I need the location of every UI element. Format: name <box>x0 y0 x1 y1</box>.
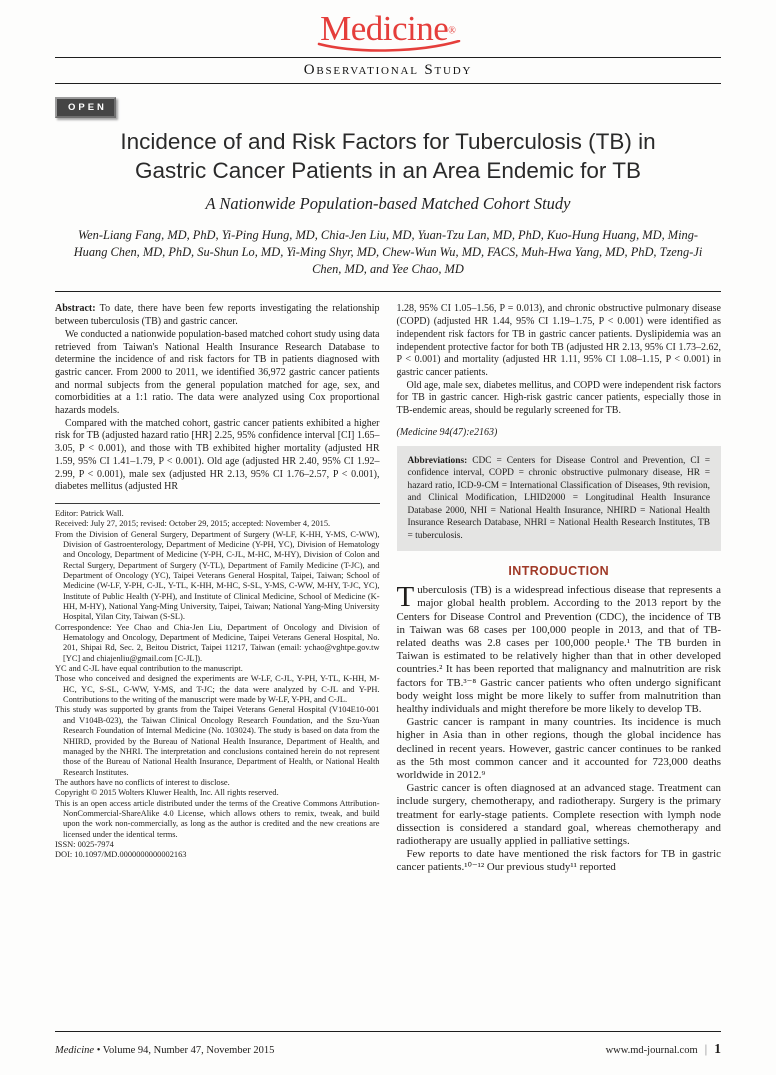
intro-paragraph: Gastric cancer is often diagnosed at an advanced stage. Treatment can include surgery, chemotherapy, and radiotherapy. Surgery is the primary treatment for early-stage patients. Complete resection with lymph node dissection is considered a standard goal, whereas chemotherapy and radiotherapy are usually applied in palliative settings. <box>396 782 721 848</box>
article-title-line1: Incidence of and Risk Factors for Tuberculosis (TB) in <box>120 129 656 154</box>
journal-logo-text: Medicine <box>320 9 449 48</box>
footnote-divider <box>55 503 380 504</box>
footnote-conflicts: The authors have no conflicts of interest to disclose. <box>55 777 230 787</box>
registered-trademark: ® <box>448 25 456 37</box>
footnote-funding: This study was supported by grants from the Taipei Veterans General Hospital (V104E10-001 and V104B-023), the Taiwan Clinical Oncology Research Foundation, and the Szu-Yuan Research Foundation of Internal Medicine (No. 103024). The study is based on data from the NHIRD, provided by the Bureau of National Health Insurance, Department of Health, and managed by the NHRI. The interpretation and conclusions contained herein do not represent those of the Bureau of National Health Insurance, Department of Health, or National Health Research Institutes. <box>55 705 380 777</box>
article-subtitle: A Nationwide Population-based Matched Cohort Study <box>205 194 571 213</box>
abstract-text: To date, there have been few reports investigating the relationship between tuberculosis (TB) and gastric cancer. <box>55 303 380 328</box>
footnote-license: This is an open access article distributed under the terms of the Creative Commons Attribution-NonCommercial-ShareAlike 4.0 License, which allows others to remix, tweak, and build upon the work non-commercially, as long as the author is credited and the new creations are licensed under the identical terms. <box>55 798 380 839</box>
abstract-paragraph: We conducted a nationwide population-based matched cohort study using data retrieved from Taiwan's National Health Insurance Research Database to determine the incidence of and risk factors for TB in patients diagnosed with gastric cancer. From 2000 to 2011, we identified 36,972 gastric cancer patients and normal subjects from the general population matched for age, sex, and comorbidities at a 1:1 ratio. The data were analyzed using Cox proportional hazards models. <box>55 328 380 417</box>
article-body <box>55 303 721 1031</box>
intro-paragraph: Gastric cancer is rampant in many countries. Its incidence is much higher in Asia than in other regions, though the global incidence has declined in recent years. However, gastric cancer continues to be ranked as the 5th most common cancer and it accounted for 723,000 deaths worldwide in 2012.⁹ <box>396 716 721 782</box>
article-title <box>55 128 721 185</box>
footer-issue-info: • Volume 94, Number 47, November 2015 <box>94 1045 275 1056</box>
journal-citation: (Medicine 94(47):e2163) <box>396 426 498 438</box>
footnote-contribution-equal: YC and C-JL have equal contribution to the manuscript. <box>55 664 243 674</box>
author-list: Wen-Liang Fang, MD, PhD, Yi-Ping Hung, MD, Chia-Jen Liu, MD, Yuan-Tzu Lan, MD, PhD, Kuo-Hung Huang, MD, Ming-Huang Chen, MD, PhD, Su-Shun Lo, MD, Yi-Ming Shyr, MD, Chew-Wun Wu, MD, FACS, Muh-Hwa Yang, MD, PhD, Tzeng-Ji Chen, MD, and Yee Chao, MD <box>73 228 703 276</box>
abstract-paragraph <box>55 303 380 328</box>
footer-separator: | <box>704 1041 708 1056</box>
abbreviations-text: CDC = Centers for Disease Control and Prevention, CI = confidence interval, COPD = chronic obstructive pulmonary disease, HR = hazard ratio, ICD-9-CM = International Classification of Diseases, 9th revision, and Clinical Modification, LHID2000 = Longitudinal Health Insurance Database 2000, NHI = National Health Insurance, NHIRD = National Health Insurance Research Database, NHRI = National Health Research Institutes, TB = tuberculosis. <box>407 455 710 541</box>
header-divider <box>55 291 721 292</box>
footnote-doi: DOI: 10.1097/MD.0000000000002163 <box>55 850 187 860</box>
article-type-banner <box>55 57 721 84</box>
drop-cap: T <box>396 581 415 614</box>
footer-right <box>606 1041 721 1057</box>
open-access-badge: OPEN <box>55 97 116 118</box>
journal-url-link[interactable]: www.md-journal.com <box>605 1045 698 1056</box>
open-badge-row <box>55 97 721 118</box>
footer-journal-info <box>55 1045 274 1056</box>
abstract-paragraph: Compared with the matched cohort, gastric cancer patients exhibited a higher risk for TB (adjusted hazard ratio [HR] 2.25, 95% confidence interval [CI] 1.65–3.05, P < 0.001), and those with TB exhibited higher mortality (adjusted HR 1.59, 95% CI 1.41–1.79, P < 0.001). Old age (adjusted HR 2.40, 95% CI 1.92–2.99, P < 0.001), male sex (adjusted HR 2.13, 95% CI 1.76–2.57, P < 0.001), diabetes mellitus (adjusted HR <box>55 417 380 493</box>
footnote-dates: Received: July 27, 2015; revised: October 29, 2015; accepted: November 4, 2015. <box>55 519 331 529</box>
footnote-copyright: Copyright © 2015 Wolters Kluwer Health, Inc. All rights reserved. <box>55 788 279 798</box>
article-type-label: Observational Study <box>303 62 473 78</box>
section-heading-introduction: INTRODUCTION <box>508 564 610 579</box>
abbreviations-label: Abbreviations: <box>407 455 468 466</box>
footer-journal-name: Medicine <box>55 1045 95 1056</box>
abstract-paragraph: 1.28, 95% CI 1.05–1.56, P = 0.013), and chronic obstructive pulmonary disease (COPD) (adjusted HR 1.44, 95% CI 1.19–1.75, P < 0.001) were identified as independent risk factors for TB in gastric cancer patients. Dyslipidemia was an independent protective factor for both TB (adjusted HR 2.13, 95% CI 1.73–2.62, P < 0.001) and mortality (adjusted HR 1.11, 95% CI 1.08–1.15, P < 0.001) in gastric cancer patients. <box>396 303 721 378</box>
intro-paragraph <box>396 581 722 716</box>
footnote-affiliations: From the Division of General Surgery, Department of Surgery (W-LF, K-HH, Y-MS, C-WW), Division of Gastroenterology, Department of Medicine (Y-PH, YC), Division of Hematology and Oncology, Department of Medicine (Y-PH, C-JL, M-HC, M-HY), Division of Colon and Rectal Surgery, Department of Surgery (Y-TL), Department of Family Medicine (T-JC), and Department of Oncology (YC), Taipei Veterans General Hospital, Taipei, Taiwan; School of Medicine (W-LF, Y-PH, C-JL, Y-TL, K-HH, M-HC, S-SL, Y-MS, C-WW, M-HY, T-JC, YC), Institute of Public Health (Y-PH), and Institute of Clinical Medicine, School of Medicine (K-HH, M-HY), National Yang-Ming University, Taipei, Taiwan; National Yang-Ming University Hospital, Yilan City, Taiwan (S-SL). <box>55 529 380 622</box>
abstract-label: Abstract: <box>55 303 96 315</box>
right-column <box>397 303 722 874</box>
footnote-contributions: Those who conceived and designed the experiments are W-LF, C-JL, Y-PH, Y-TL, K-HH, M-HC, YC, S-SL, C-WW, Y-MS, and T-JC; the data were analyzed by C-JL and Y-PH. Contributions to the writing of the manuscript were made by W-LF, Y-PH, and C-JL. <box>55 674 380 705</box>
page-number: 1 <box>714 1041 721 1056</box>
masthead <box>55 9 721 118</box>
footnote-editor: Editor: Patrick Wall. <box>55 508 124 518</box>
journal-logo <box>313 9 463 53</box>
intro-text: uberculosis (TB) is a widespread infectious disease that represents a major global health problem. According to the 2013 report by the Centers for Disease Control and Prevention (CDC), the incidence of TB in Taiwan was 68 cases per 100,000 people in 2013, and that of TB-related deaths was 2.8 cases per 100,000 people.¹ The TB burden in Taiwan is estimated to be relatively higher than that in other developed countries.² It has been reported that malignancy and malnutrition are risk factors for TB.³⁻⁸ Gastric cancer patients who often undergo significant body weight loss might be more likely to suffer from malnutrition than healthy individuals and might therefore be more likely to develop TB. <box>396 584 721 716</box>
intro-paragraph: Few reports to date have mentioned the risk factors for TB in gastric cancer patients.¹⁰⁻¹² Our previous study¹¹ reported <box>396 848 721 874</box>
footnotes-block <box>55 509 380 861</box>
abbreviations-box <box>397 446 722 552</box>
footnote-correspondence: Correspondence: Yee Chao and Chia-Jen Liu, Department of Oncology and Division of Hematology and Oncology, Department of Medicine, Taipei Veterans General Hospital, No. 201, Shipai Rd, Sec. 2, Beitou District, Taipei 11217, Taiwan (email: ychao@vghtpe.gov.tw [YC] and chiajenliu@gmail.com [C-JL]). <box>55 622 380 663</box>
left-column <box>55 303 380 860</box>
page-footer <box>55 1031 721 1057</box>
article-title-line2: Gastric Cancer Patients in an Area Endemic for TB <box>134 157 642 183</box>
footnote-issn: ISSN: 0025-7974 <box>55 839 114 849</box>
abstract-paragraph: Old age, male sex, diabetes mellitus, and COPD were independent risk factors for TB in gastric cancer. High-risk gastric cancer patients, especially those in TB-endemic areas, should be regularly screened for TB. <box>396 379 721 417</box>
